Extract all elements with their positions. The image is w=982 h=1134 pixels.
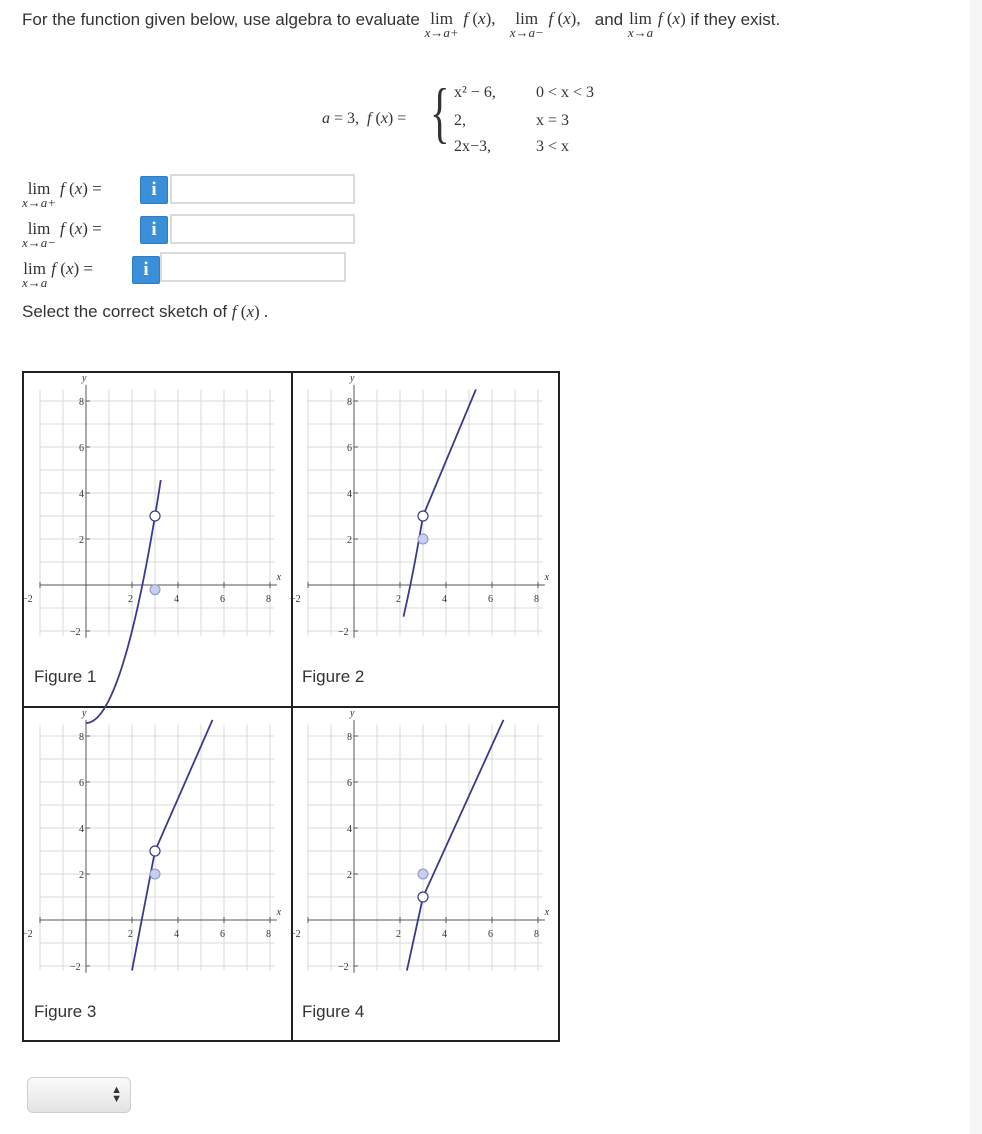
x-tick-label: 4 <box>174 594 179 605</box>
x-axis-label: x <box>544 907 550 918</box>
y-tick-label: 4 <box>347 824 352 835</box>
and-text: and <box>594 10 624 29</box>
open-point <box>418 511 428 521</box>
figure-3-graph <box>24 708 292 988</box>
y-tick-label: 8 <box>79 732 84 743</box>
figure-2-label: Figure 2 <box>302 667 365 686</box>
y-axis-label: y <box>82 707 87 719</box>
x-tick-label: 2 <box>128 929 133 940</box>
y-axis-label: y <box>350 707 355 719</box>
x-axis-label: x <box>276 907 282 918</box>
info-button-right-limit[interactable]: i <box>140 176 168 204</box>
piecewise-function <box>322 74 622 158</box>
y-tick-label: 8 <box>79 397 84 408</box>
answer-input-right-limit[interactable] <box>170 174 355 204</box>
x-tick-label: 4 <box>442 929 447 940</box>
figure-4-graph <box>292 708 560 988</box>
answer-left-label: lim x→a− f (x) = <box>22 219 102 250</box>
x-tick-label: −2 <box>290 929 301 940</box>
piece-cond-1: 0 < x < 3 <box>536 84 595 101</box>
x-tick-label: 2 <box>396 929 401 940</box>
filled-point <box>418 869 428 879</box>
answer-both-label: lim x→a f (x) = <box>22 259 93 290</box>
filled-point <box>150 585 160 595</box>
x-tick-label: 6 <box>220 594 225 605</box>
x-tick-label: −2 <box>22 594 33 605</box>
curve-left-piece <box>403 517 422 616</box>
open-point <box>150 846 160 856</box>
answer-right-label: lim x→a+ f (x) = <box>22 179 102 210</box>
updown-arrows-icon: ▲ ▼ <box>111 1084 122 1105</box>
line-left-piece <box>407 897 423 971</box>
x-axis-label: x <box>544 572 550 583</box>
y-tick-label: −2 <box>70 627 81 638</box>
y-tick-label: 2 <box>79 535 84 546</box>
question-text <box>22 10 780 39</box>
figure-1-graph <box>24 373 292 653</box>
x-tick-label: 2 <box>128 594 133 605</box>
figure-1-cell[interactable] <box>24 373 292 707</box>
y-tick-label: −2 <box>338 627 349 638</box>
figure-3-label: Figure 3 <box>34 1002 97 1021</box>
piece-expr-3: 2x−3, <box>454 138 492 155</box>
select-sketch-prompt: Select the correct sketch of f (x) . <box>22 302 269 321</box>
y-tick-label: 4 <box>347 489 352 500</box>
y-axis-label: y <box>82 372 87 384</box>
open-point <box>150 511 160 521</box>
figure-3-cell[interactable] <box>24 708 292 1042</box>
y-tick-label: −2 <box>70 962 81 973</box>
y-tick-label: 6 <box>347 778 352 789</box>
limit-right-expr: f (x), <box>463 9 496 28</box>
x-tick-label: −2 <box>22 929 33 940</box>
y-tick-label: 6 <box>347 443 352 454</box>
function-prefix: a = 3, f (x) = <box>322 110 407 127</box>
filled-point <box>150 869 160 879</box>
x-tick-label: 8 <box>266 594 271 605</box>
y-tick-label: 2 <box>347 870 352 881</box>
x-tick-label: 6 <box>488 929 493 940</box>
x-tick-label: 6 <box>220 929 225 940</box>
question-outro: if they exist. <box>690 10 781 29</box>
figure-2-graph <box>292 373 560 653</box>
x-tick-label: 4 <box>442 594 447 605</box>
right-edge-strip <box>970 0 982 1134</box>
piece-cond-2: x = 3 <box>536 112 570 129</box>
y-tick-label: 2 <box>79 870 84 881</box>
y-tick-label: 6 <box>79 443 84 454</box>
x-tick-label: 8 <box>534 929 539 940</box>
x-axis-label: x <box>276 572 282 583</box>
piece-cond-3: 3 < x <box>536 138 570 155</box>
x-tick-label: 6 <box>488 594 493 605</box>
brace-glyph: { <box>430 74 450 150</box>
figure-2-cell[interactable] <box>292 373 560 707</box>
answer-input-left-limit[interactable] <box>170 214 355 244</box>
limit-left-notation: lim x→a− <box>509 9 544 40</box>
limit-left-expr: f (x), <box>548 9 581 28</box>
y-tick-label: 8 <box>347 732 352 743</box>
filled-point <box>418 534 428 544</box>
x-tick-label: −2 <box>290 594 301 605</box>
line-right-piece <box>155 720 213 851</box>
y-axis-label: y <box>350 372 355 384</box>
x-tick-label: 2 <box>396 594 401 605</box>
info-button-two-sided-limit[interactable]: i <box>132 256 160 284</box>
line-right-piece <box>423 720 504 897</box>
limit-right-notation: lim x→a+ <box>424 9 459 40</box>
figure-4-cell[interactable] <box>292 708 560 1042</box>
info-button-left-limit[interactable]: i <box>140 216 168 244</box>
limit-both-notation: lim x→a <box>627 9 654 40</box>
figure-1-label: Figure 1 <box>34 667 97 686</box>
y-tick-label: 4 <box>79 824 84 835</box>
figure-4-label: Figure 4 <box>302 1002 365 1021</box>
question-intro: For the function given below, use algebra to evaluate <box>22 10 420 29</box>
answer-input-two-sided-limit[interactable] <box>160 252 346 282</box>
piece-expr-1: x² − 6, <box>454 84 496 101</box>
y-tick-label: 4 <box>79 489 84 500</box>
select-fx: f <box>231 302 237 321</box>
x-tick-label: 8 <box>266 929 271 940</box>
y-tick-label: 6 <box>79 778 84 789</box>
line-right-piece <box>423 390 476 517</box>
y-tick-label: 2 <box>347 535 352 546</box>
y-tick-label: −2 <box>338 962 349 973</box>
figure-select-dropdown[interactable] <box>27 1077 131 1113</box>
piece-expr-2: 2, <box>454 112 466 129</box>
line-left-piece <box>132 851 155 971</box>
figure-options-grid <box>22 371 560 1042</box>
x-tick-label: 4 <box>174 929 179 940</box>
x-tick-label: 8 <box>534 594 539 605</box>
limit-both-expr: f (x) <box>657 9 686 28</box>
y-tick-label: 8 <box>347 397 352 408</box>
open-point <box>418 892 428 902</box>
